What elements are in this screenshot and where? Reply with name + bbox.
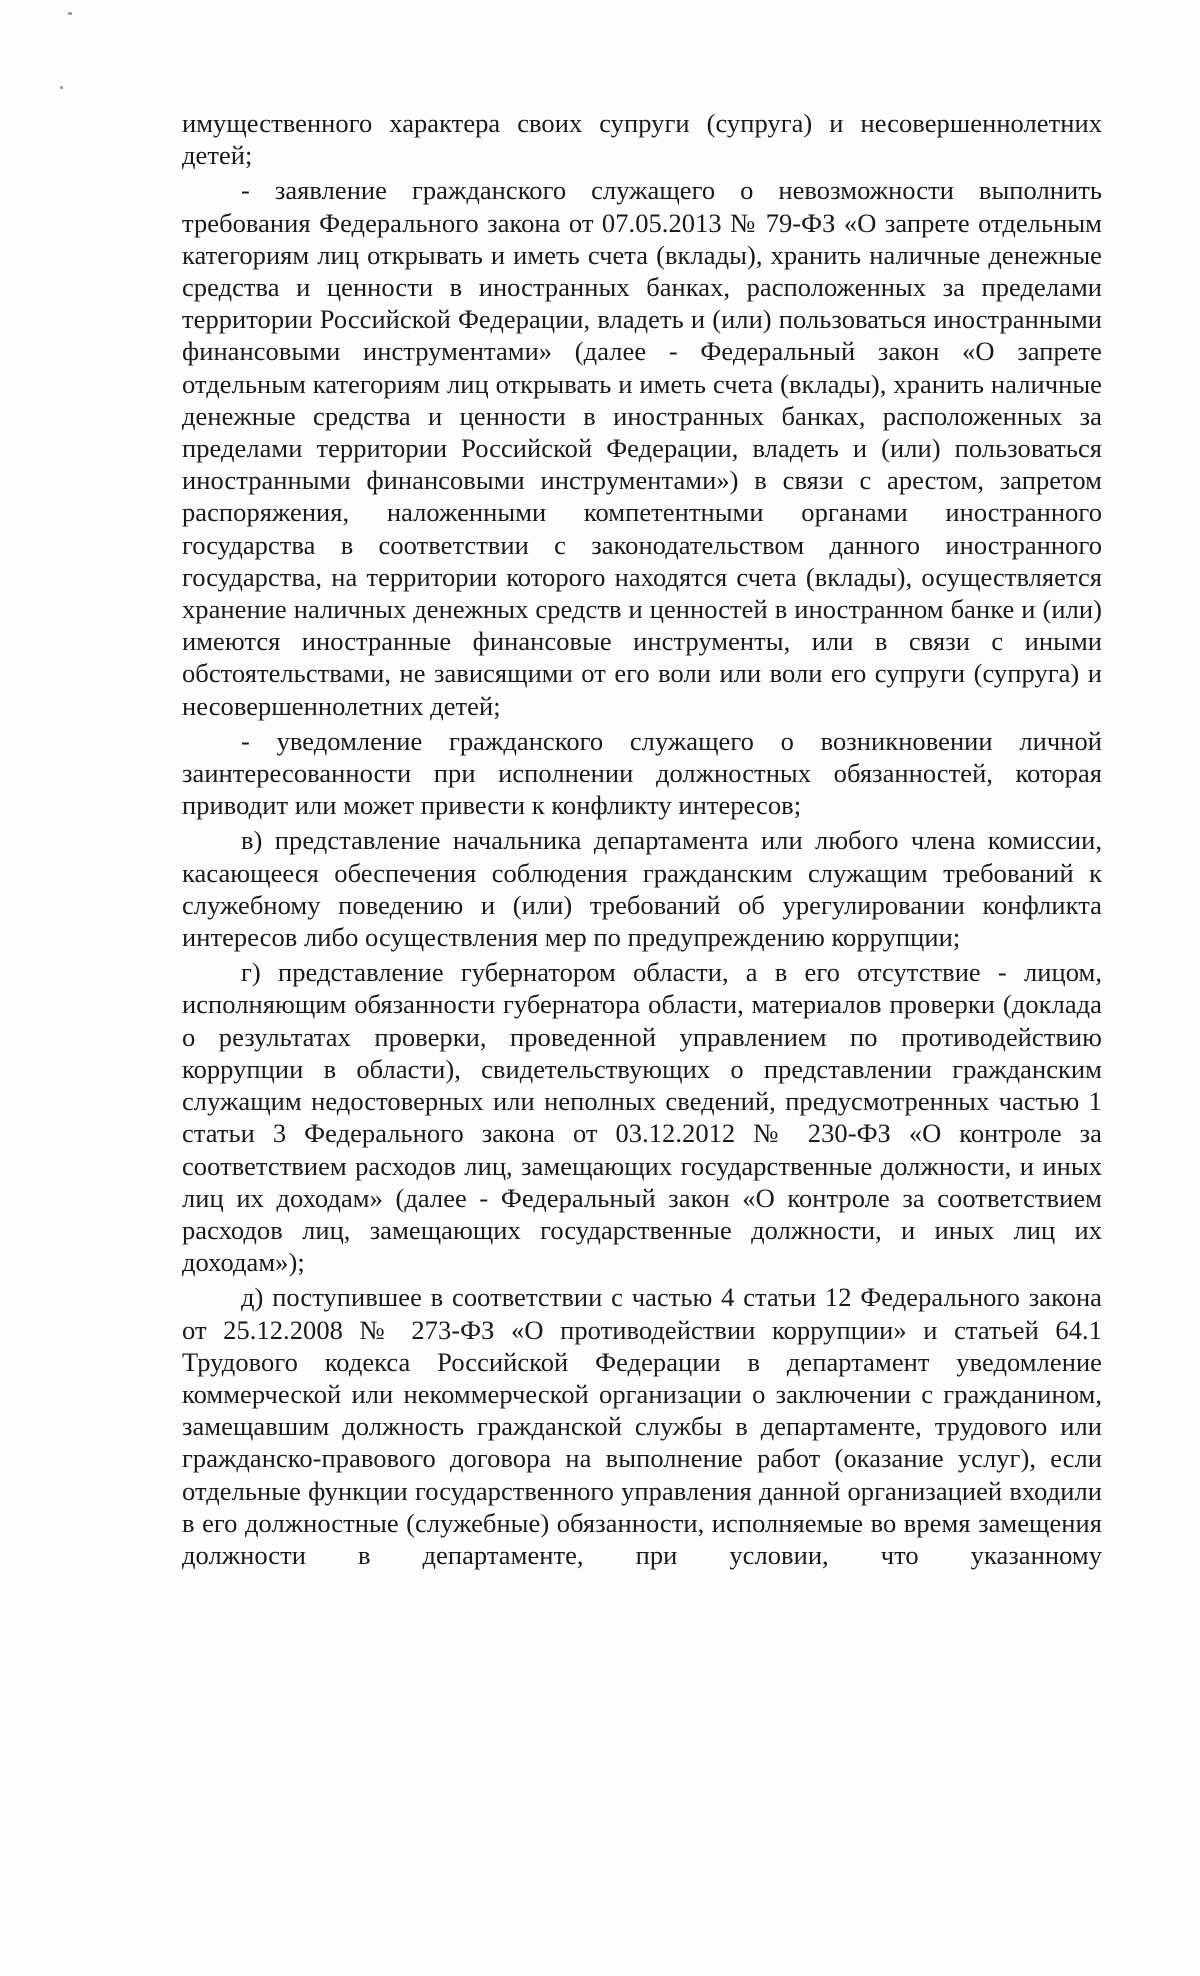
paragraph-item-g: г) представление губернатором области, а в его отсутствие - лицом, исполняющим обязанности губернатора области, материалов проверки (доклада о результатах проверки, проведенной управлением по противодействию коррупции в области), свидетельствующих о представлении гражданским служащим недостоверных или неполных сведений, предусмотренных частью 1 статьи 3 Федерального закона от 03.12.2012 № 230-ФЗ «О контроле за соответствием расходов лиц, замещающих государственные должности, и иных лиц их доходам» (далее - Федеральный закон «О контроле за соответствием расходов лиц, замещающих государственные должности, и иных лиц их доходам»);	[182, 957, 1102, 1278]
scan-speck-mark	[68, 12, 72, 15]
paragraph-notice-personal-interest: - уведомление гражданского служащего о возникновении личной заинтересованности при исполнении должностных обязанностей, которая приводит или может привести к конфликту интересов;	[182, 725, 1102, 821]
paragraph-continuation: имущественного характера своих супруги (супруга) и несовершеннолетних детей;	[182, 108, 1102, 171]
scan-speck-mark	[60, 86, 63, 89]
document-body	[182, 107, 1102, 1574]
paragraph-application-foreign-accounts: - заявление гражданского служащего о невозможности выполнить требования Федерального закона от 07.05.2013 № 79-ФЗ «О запрете отдельным категориям лиц открывать и иметь счета (вклады), хранить наличные денежные средства и ценности в иностранных банках, расположенных за пределами территории Российской Федерации, владеть и (или) пользоваться иностранными финансовыми инструментами» (далее - Федеральный закон «О запрете отдельным категориям лиц открывать и иметь счета (вклады), хранить наличные денежные средства и ценности в иностранных банках, расположенных за пределами территории Российской Федерации, владеть и (или) пользоваться иностранными финансовыми инструментами») в связи с арестом, запретом распоряжения, наложенными компетентными органами иностранного государства в соответствии с законодательством данного иностранного государства, на территории которого находятся счета (вклады), осуществляется хранение наличных денежных средств и ценностей в иностранном банке и (или) имеются иностранные финансовые инструменты, или в связи с иными обстоятельствами, не зависящими от его воли или воли его супруги (супруга) и несовершеннолетних детей;	[182, 175, 1102, 721]
paragraph-item-d: д) поступившее в соответствии с частью 4 статьи 12 Федерального закона от 25.12.2008 № 273-ФЗ «О противодействии коррупции» и статьей 64.1 Трудового кодекса Российской Федерации в департамент уведомление коммерческой или некоммерческой организации о заключении с гражданином, замещавшим должность гражданской службы в департаменте, трудового или гражданско-правового договора на выполнение работ (оказание услуг), если отдельные функции государственного управления данной организацией входили в его должностные (служебные) обязанности, исполняемые во время замещения должности в департаменте, при условии, что указанному	[182, 1282, 1102, 1570]
paragraph-item-v: в) представление начальника департамента или любого члена комиссии, касающееся обеспечения соблюдения гражданским служащим требований к служебному поведению и (или) требований об урегулировании конфликта интересов либо осуществления мер по предупреждению коррупции;	[182, 825, 1102, 953]
